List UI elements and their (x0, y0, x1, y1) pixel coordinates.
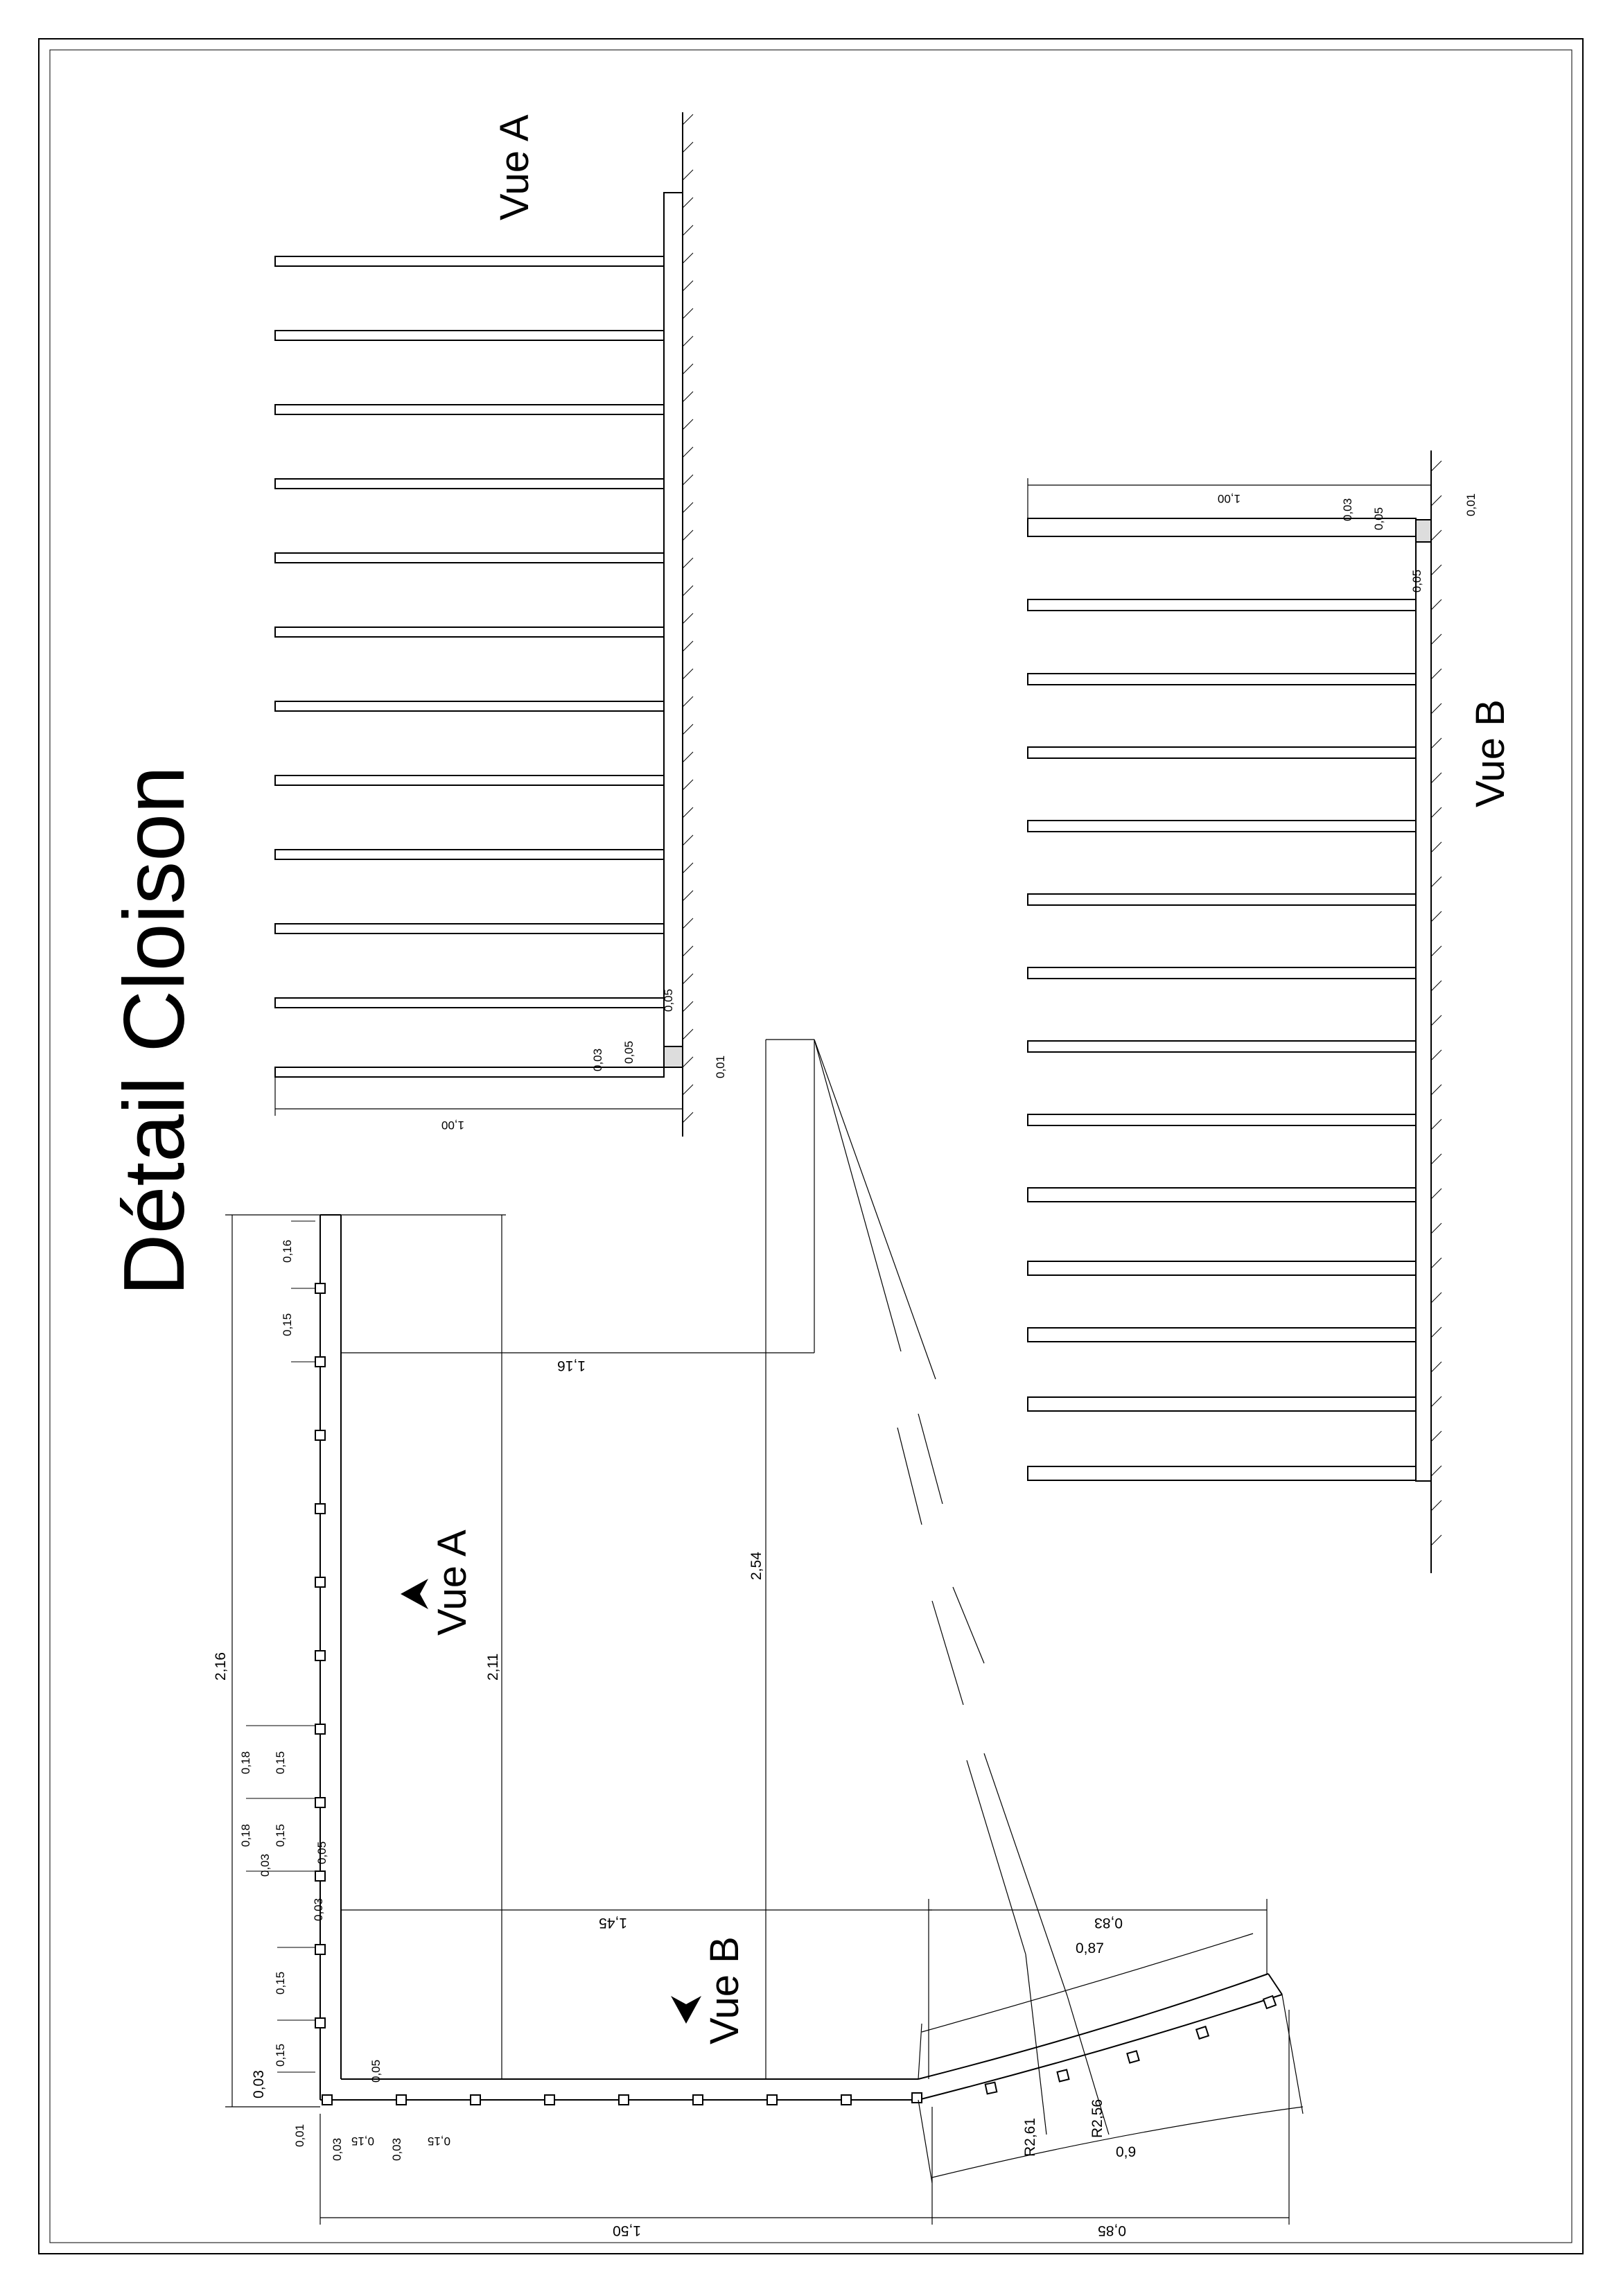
vue-a-post-dim: 0,05 (662, 988, 675, 1012)
dim-bottom-gap-2: 0,03 (390, 2137, 403, 2161)
vue-a-thickness-dim: 0,05 (622, 1040, 636, 1064)
vue-a-overall-dim: 1,00 (441, 1119, 464, 1132)
vue-a-post (664, 193, 683, 1067)
vue-b-post-dim: 0,05 (1410, 569, 1423, 593)
dim-arc-inner: 0,87 (1076, 1940, 1104, 1956)
dim-bottom-straight: 1,50 (613, 2223, 641, 2238)
vue-b-thickness-dim: 0,05 (1372, 507, 1385, 530)
dim-arc-outer: 0,9 (1116, 2144, 1137, 2160)
vue-b-slats (1028, 518, 1416, 1480)
dim-length-curve-chord: 0,83 (1094, 1915, 1123, 1931)
dim-bottom-space-1: 0,15 (351, 2135, 374, 2148)
dim-length-total: 2,16 (213, 1652, 229, 1681)
dim-spacing-d: 0,18 (239, 1823, 252, 1847)
vue-b-clearance-dim: 0,01 (1464, 493, 1478, 516)
vue-b-gap-dim: 0,03 (1341, 498, 1354, 521)
dim-spacing-a: 0,15 (281, 1313, 294, 1336)
dim-spacing-b: 0,18 (239, 1751, 252, 1774)
plan-spacing-ticks (246, 1221, 315, 2072)
plan-vue-a-label: Vue A (430, 1530, 475, 1636)
vue-a-label: Vue A (492, 114, 537, 220)
dim-spacing-e: 0,15 (274, 1823, 287, 1847)
vue-b-wall (1431, 450, 1442, 1573)
dim-gap-b: 0,03 (312, 1898, 325, 1921)
vue-a-arrow-icon (401, 1579, 428, 1609)
dim-length-inner: 2,11 (485, 1653, 501, 1681)
inner-frame (50, 50, 1572, 2243)
vue-b-arrow-icon (671, 1996, 701, 2024)
dim-length-lower: 1,45 (599, 1915, 627, 1931)
dim-inner-wall: 0,05 (369, 2059, 383, 2083)
dim-radius-1: R2,61 (1022, 2117, 1038, 2157)
vue-a-gap-dim: 0,03 (591, 1048, 604, 1071)
plan-dimension-lines (225, 1040, 1303, 2225)
dim-spacing-c: 0,15 (274, 1751, 287, 1774)
vue-b-post (1416, 521, 1431, 1481)
dim-corner-offset: 0,03 (251, 2070, 267, 2098)
dim-bottom-gap-1: 0,03 (331, 2137, 344, 2161)
vue-a-wall (683, 112, 693, 1137)
dim-bottom-space-2: 0,15 (427, 2135, 450, 2148)
dim-gap-a: 0,03 (259, 1853, 272, 1877)
dim-wall-gap: 0,05 (315, 1841, 328, 1864)
dim-corner-gap: 0,01 (293, 2123, 306, 2147)
dim-spacing-g: 0,15 (274, 2043, 287, 2067)
dim-bottom-curve: 0,85 (1098, 2223, 1126, 2238)
vue-a-clearance-dim: 0,01 (714, 1055, 727, 1078)
vue-b-post-head (1416, 520, 1431, 542)
dim-spacing-f: 0,15 (274, 1971, 287, 1995)
vue-b-label: Vue B (1468, 699, 1513, 807)
dim-spacing-top: 0,16 (281, 1239, 294, 1263)
outer-frame (39, 39, 1583, 2254)
vue-a-slats (275, 256, 664, 1077)
drawing-title: Détail Cloison (107, 765, 202, 1296)
dim-length-upper: 1,16 (557, 1358, 586, 1374)
dim-radius-2: R2,56 (1089, 2098, 1105, 2138)
dim-length-mid: 2,54 (748, 1552, 764, 1580)
vue-a-post-base (664, 1046, 683, 1067)
vue-b-overall-dim: 1,00 (1217, 492, 1241, 505)
plan-vue-b-label: Vue B (702, 1936, 747, 2044)
plan-wall (320, 1215, 1282, 2100)
